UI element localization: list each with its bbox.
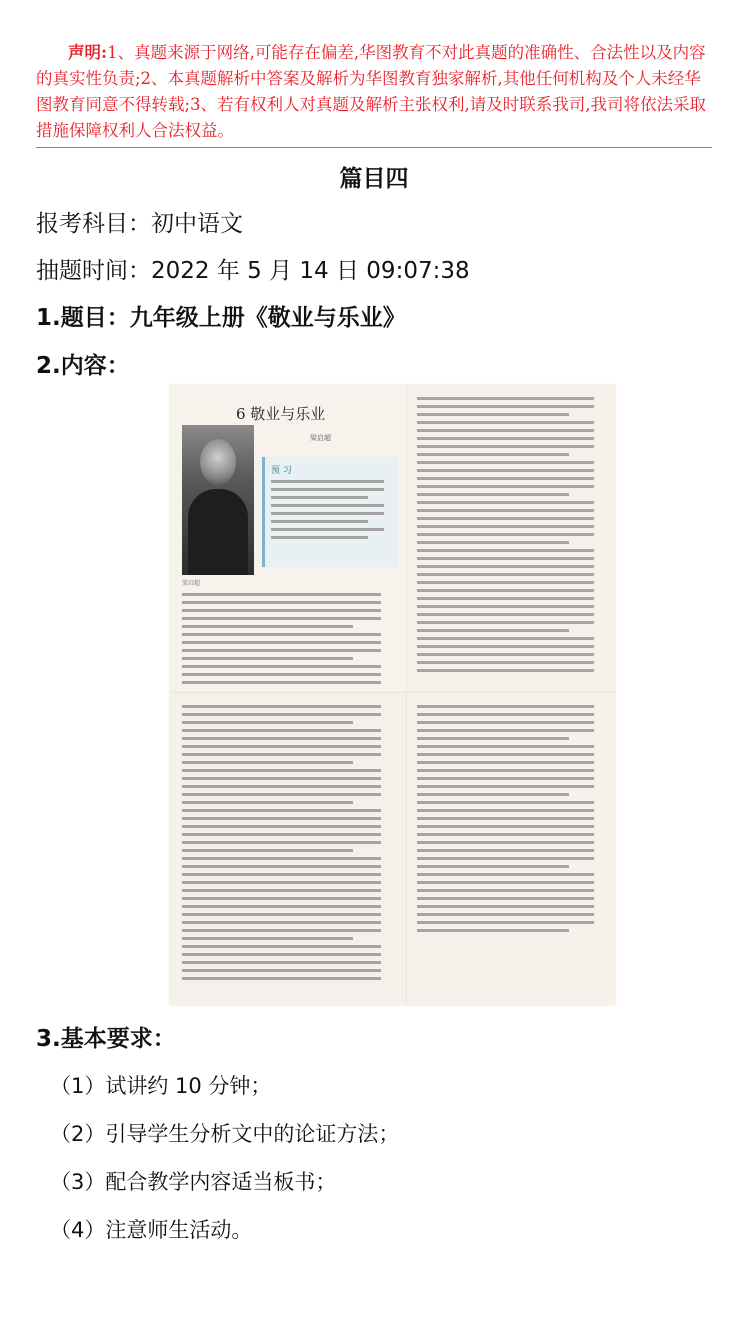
content-label: 2.内容： [36, 353, 130, 379]
subject-line: 报考科目：初中语文 [36, 211, 243, 237]
preview-box [262, 457, 398, 567]
requirements-label: 3.基本要求： [36, 1026, 176, 1052]
topic-line: 1.题目：九年级上册《敬业与乐业》 [36, 305, 406, 331]
requirement-item: （2）引导学生分析文中的论证方法； [50, 1122, 400, 1146]
disclaimer-lead: 声明: [68, 43, 108, 62]
textbook-page-4 [407, 693, 615, 1005]
body-text-block [417, 397, 607, 677]
disclaimer-body: 1、真题来源于网络,可能存在偏差,华图教育不对此真题的准确性、合法性以及内容的真实性负责;2、本真题解析中答案及解析为华图教育独家解析,其他任何机构及个人未经华图教育同意不得转载;3、若有权利人对真题及解析主张权利,请及时联系我司,我司将依法采取措施保障权利人合法权益。 [36, 43, 707, 140]
textbook-page-1 [170, 385, 407, 693]
chapter-author: 梁启超 [310, 434, 331, 442]
textbook-page-3 [170, 693, 407, 1005]
requirement-item: （3）配合教学内容适当板书； [50, 1170, 337, 1194]
body-text-block [182, 705, 396, 985]
body-text-block [182, 593, 396, 689]
chapter-title: 6 敬业与乐业 [236, 405, 326, 423]
draw-time-line: 抽题时间：2022 年 5 月 14 日 09:07:38 [36, 258, 470, 284]
disclaimer-notice [36, 40, 714, 144]
author-portrait [182, 425, 254, 575]
page-title: 篇目四 [339, 166, 409, 192]
body-text-block [417, 705, 607, 937]
portrait-caption: 梁启超 [182, 580, 201, 587]
requirement-item: （1）试讲约 10 分钟； [50, 1074, 272, 1098]
portrait-body [188, 489, 248, 575]
textbook-page-2 [407, 385, 615, 693]
portrait-head [200, 439, 236, 485]
divider [36, 147, 712, 148]
requirement-item: （4）注意师生活动。 [50, 1218, 253, 1242]
preview-heading: 预 习 [271, 466, 292, 476]
